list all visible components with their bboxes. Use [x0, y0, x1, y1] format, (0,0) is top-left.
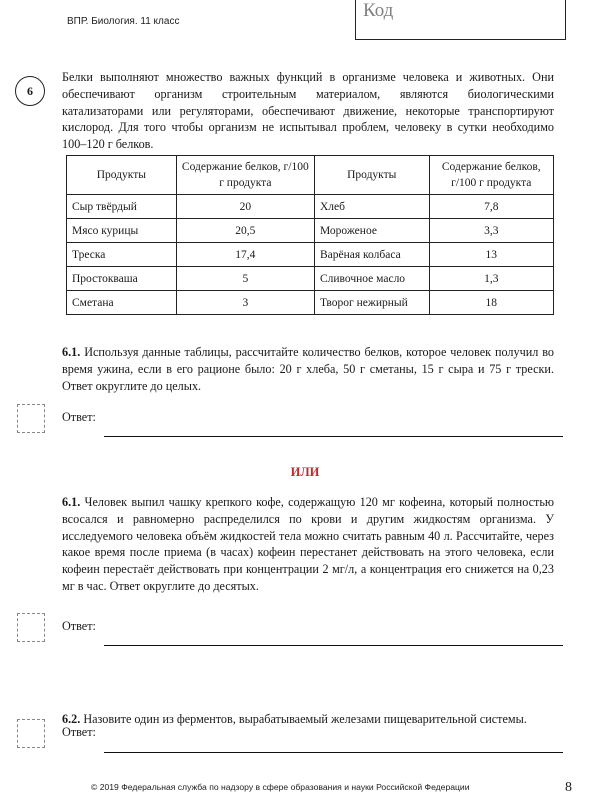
protein-value: 17,4	[176, 243, 314, 267]
table-row	[67, 243, 554, 267]
table-row	[67, 267, 554, 291]
product-name: Мороженое	[314, 219, 429, 243]
answer-label: Ответ:	[62, 619, 96, 633]
product-name: Творог нежирный	[314, 291, 429, 315]
task-number-badge: 6	[15, 76, 45, 106]
score-box-6-1-b	[17, 613, 45, 642]
question-6-1-b	[62, 494, 554, 595]
product-name: Сливочное масло	[314, 267, 429, 291]
protein-value: 20	[176, 195, 314, 219]
table-header-cell: Содержание белков, г/100 г продукта	[429, 156, 553, 195]
document-header-title: ВПР. Биология. 11 класс	[67, 16, 180, 27]
table-header-row	[67, 156, 554, 195]
protein-value: 5	[176, 267, 314, 291]
protein-value: 18	[429, 291, 553, 315]
question-number: 6.1.	[62, 495, 81, 509]
table-header-cell: Продукты	[314, 156, 429, 195]
protein-value: 13	[429, 243, 553, 267]
table-row	[67, 291, 554, 315]
protein-value: 1,3	[429, 267, 553, 291]
product-name: Мясо курицы	[67, 219, 177, 243]
score-box-6-1-a	[17, 404, 45, 433]
answer-input-6-2[interactable]	[104, 752, 563, 753]
question-text: Человек выпил чашку крепкого кофе, содержащую 120 мг кофеина, который полностью всосался и равномерно распределился по крови и другим жидкостям организма. У исследуемого человека объём жидкостей тела можно считать равным 40 л. Рассчитайте, через какое время после приема (в часах) кофеин перестанет действовать на этого человека, если кофеин перестаёт действовать при концентрации 2 мг/л, а концентрация его снижется на 0,23 мг в час. Ответ округлите до десятых.	[62, 495, 554, 593]
protein-content-table	[66, 155, 554, 315]
question-6-1-a	[62, 344, 554, 394]
product-name: Варёная колбаса	[314, 243, 429, 267]
question-text: Назовите один из ферментов, вырабатываемый железами пищеварительной системы.	[83, 712, 527, 726]
question-number: 6.2.	[62, 712, 81, 726]
table-header-cell: Содержание белков, г/100 г продукта	[176, 156, 314, 195]
question-number: 6.1.	[62, 345, 81, 359]
answer-label: Ответ:	[62, 410, 96, 424]
answer-input-6-1-a[interactable]	[104, 436, 563, 437]
question-text: Используя данные таблицы, рассчитайте количество белков, которое человек получил во время ужина, если в его рационе было: 20 г хлеба, 50 г сметаны, 15 г сыра и 75 г трески. Ответ округлите до целых.	[62, 345, 554, 393]
page-number: 8	[565, 780, 572, 795]
answer-input-6-1-b[interactable]	[104, 645, 563, 646]
table-row	[67, 219, 554, 243]
product-name: Простокваша	[67, 267, 177, 291]
score-box-6-2	[17, 719, 45, 748]
protein-value: 3,3	[429, 219, 553, 243]
protein-value: 7,8	[429, 195, 553, 219]
product-name: Сыр твёрдый	[67, 195, 177, 219]
protein-value: 20,5	[176, 219, 314, 243]
footer-copyright: © 2019 Федеральная служба по надзору в сфере образования и науки Российской Федерации	[91, 782, 470, 792]
product-name: Сметана	[67, 291, 177, 315]
student-code-box[interactable]	[355, 0, 566, 40]
answer-label: Ответ:	[62, 725, 96, 739]
task-intro-text: Белки выполняют множество важных функций в организме человека и животных. Они обеспечивают организм строительным материалом, являются биологическими катализаторами или регуляторами, обеспечивают движение, некоторые транспортируют кислород. Для того чтобы организм не испытывал проблем, человеку в сутки необходимо 100–120 г белков.	[62, 70, 554, 152]
question-6-2	[62, 711, 554, 728]
or-separator: ИЛИ	[290, 465, 320, 479]
protein-value: 3	[176, 291, 314, 315]
product-name: Хлеб	[314, 195, 429, 219]
table-header-cell: Продукты	[67, 156, 177, 195]
code-label: Код	[363, 0, 394, 21]
product-name: Треска	[67, 243, 177, 267]
table-row	[67, 195, 554, 219]
